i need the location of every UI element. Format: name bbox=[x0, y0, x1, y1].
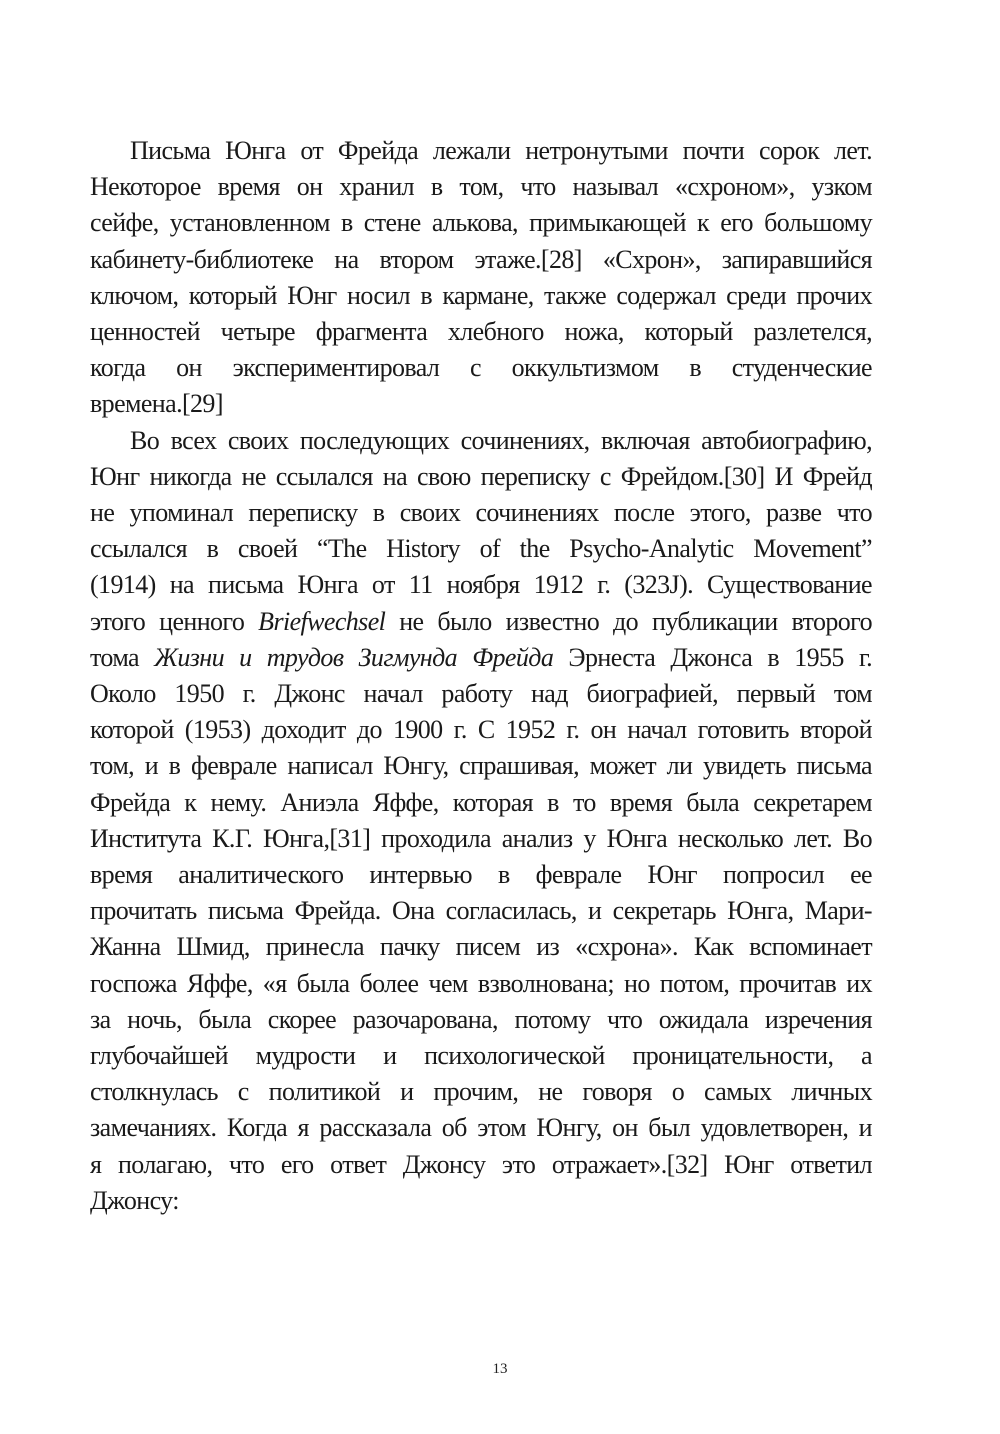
text-line: глубочайшей мудрости и психологической проницательности, а bbox=[90, 1041, 872, 1071]
paragraph-1 bbox=[90, 133, 872, 423]
text-line: замечаниях. Когда я рассказала об этом Юнгу, он был удовлетворен, и bbox=[90, 1113, 872, 1143]
text-line: ссылался в своей “The History of the Psycho-Analytic Movement” bbox=[90, 534, 872, 564]
text-run: тома bbox=[90, 642, 155, 672]
text-line: (1914) на письма Юнга от 11 ноября 1912 г. (323J). Существование bbox=[90, 570, 872, 600]
text-line: ключом, который Юнг носил в кармане, также содержал среди прочих bbox=[90, 280, 872, 310]
text-line: которой (1953) доходит до 1900 г. С 1952 г. он начал готовить второй bbox=[90, 715, 872, 745]
text-line: Письма Юнга от Фрейда лежали нетронутыми почти сорок лет. bbox=[130, 136, 872, 165]
italic-term: Briefwechsel bbox=[258, 606, 386, 636]
text-line: кабинету-библиотеке на втором этаже.[28] «Схрон», запиравшийся bbox=[90, 244, 872, 274]
text-line: я полагаю, что его ответ Джонсу это отражает».[32] Юнг ответил bbox=[90, 1149, 872, 1179]
text-line: Около 1950 г. Джонс начал работу над биографией, первый том bbox=[90, 679, 872, 709]
page-body bbox=[90, 133, 872, 1219]
text-line: когда он экспериментировал с оккультизмом в студенческие bbox=[90, 353, 872, 383]
text-line-with-italic bbox=[90, 604, 872, 640]
text-line: времена.[29] bbox=[90, 389, 223, 419]
text-line: время аналитического интервью в феврале Юнг попросил ее bbox=[90, 860, 872, 890]
page-number: 13 bbox=[492, 1361, 508, 1377]
text-line: не упоминал переписку в своих сочинениях после этого, разве что bbox=[90, 498, 872, 528]
paragraph-2 bbox=[90, 423, 872, 1219]
text-line: Некоторое время он хранил в том, что называл «схроном», узком bbox=[90, 172, 872, 202]
text-line: Института К.Г. Юнга,[31] проходила анализ у Юнга несколько лет. Во bbox=[90, 823, 872, 853]
text-line: прочитать письма Фрейда. Она согласилась, и секретарь Юнга, Мари- bbox=[90, 896, 872, 926]
text-line: Фрейда к нему. Аниэла Яффе, которая в то время была секретарем bbox=[90, 787, 872, 817]
text-line: Юнг никогда не ссылался на свою переписку с Фрейдом.[30] И Фрейд bbox=[90, 461, 872, 491]
text-run: этого ценного bbox=[90, 606, 259, 636]
text-line: Во всех своих последующих сочинениях, включая автобиографию, bbox=[130, 425, 872, 455]
text-line: том, и в феврале написал Юнгу, спрашивая, может ли увидеть письма bbox=[90, 751, 872, 781]
text-run: Эрнеста Джонса в 1955 г. bbox=[553, 642, 873, 672]
text-line: столкнулась с политикой и прочим, не говоря о самых личных bbox=[90, 1077, 872, 1107]
text-line: Джонсу: bbox=[90, 1185, 179, 1215]
text-line: Жанна Шмид, принесла пачку писем из «схрона». Как вспоминает bbox=[90, 932, 872, 962]
text-line: госпожа Яффе, «я была более чем взволнована; но потом, прочитав их bbox=[90, 968, 872, 998]
text-line: за ночь, была скорее разочарована, потому что ожидала изречения bbox=[90, 1004, 872, 1034]
text-run: не было известно до публикации второго bbox=[385, 606, 872, 636]
text-line-with-italic bbox=[90, 640, 872, 676]
italic-book-title: Жизни и трудов Зигмунда Фрейда bbox=[154, 642, 554, 672]
text-line: ценностей четыре фрагмента хлебного ножа, который разлетелся, bbox=[90, 317, 872, 347]
text-line: сейфе, установленном в стене алькова, примыкающей к его большому bbox=[90, 208, 872, 238]
